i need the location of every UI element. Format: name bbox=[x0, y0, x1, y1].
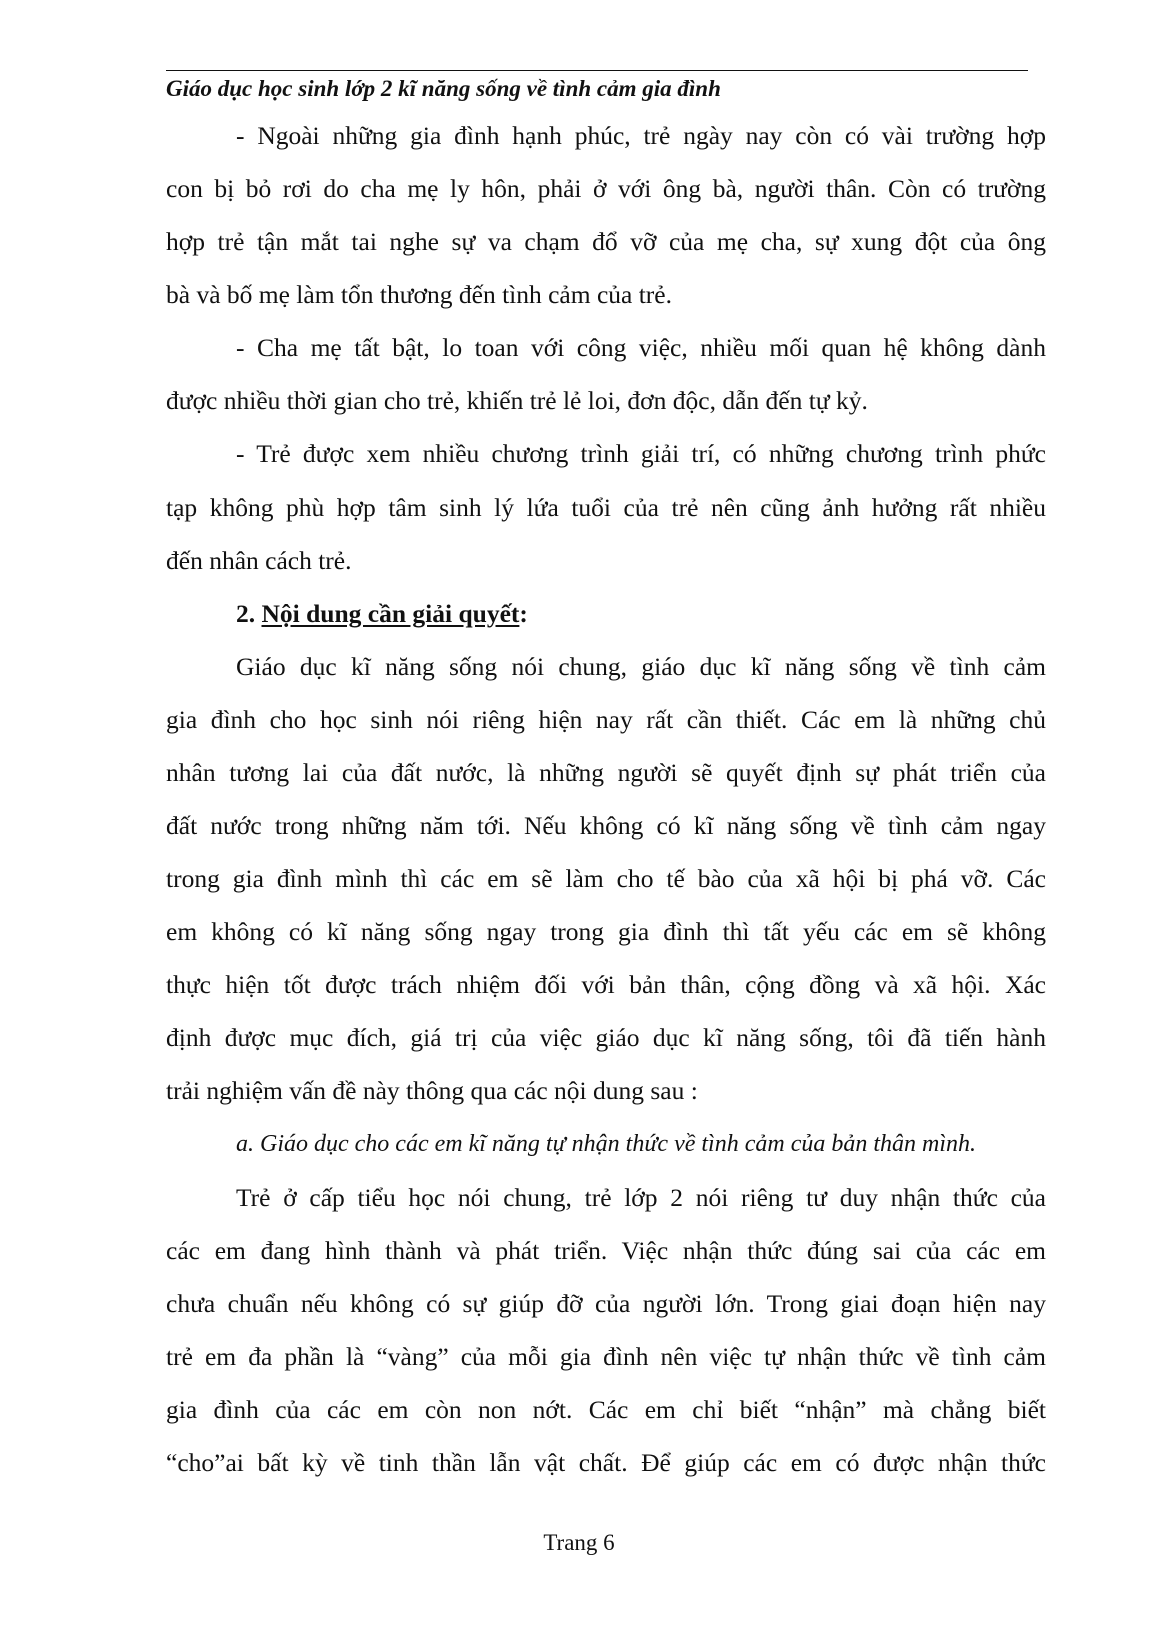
text-line: “cho”ai bất kỳ về tinh thần lẫn vật chất. Để giúp các em có được nhận thức bbox=[166, 1447, 1046, 1477]
text-line: định được mục đích, giá trị của việc giáo dục kĩ năng sống, tôi đã tiến hành bbox=[166, 1023, 1046, 1053]
text-line: nhân tương lai của đất nước, là những người sẽ quyết định sự phát triển của bbox=[166, 757, 1046, 787]
section-colon: : bbox=[519, 598, 528, 628]
text-line: trẻ em đa phần là “vàng” của mỗi gia đình nên việc tự nhận thức về tình cảm bbox=[166, 1341, 1046, 1371]
text-line: chưa chuẩn nếu không có sự giúp đỡ của người lớn. Trong giai đoạn hiện nay bbox=[166, 1288, 1046, 1318]
page-number: Trang 6 bbox=[543, 1530, 615, 1555]
text-line: - Cha mẹ tất bật, lo toan với công việc, nhiều mối quan hệ không dành bbox=[236, 333, 1046, 363]
text-line: bà và bố mẹ làm tổn thương đến tình cảm của trẻ. bbox=[166, 280, 672, 310]
text-line: các em đang hình thành và phát triển. Việc nhận thức đúng sai của các em bbox=[166, 1235, 1046, 1265]
running-header: Giáo dục học sinh lớp 2 kĩ năng sống về tình cảm gia đình bbox=[166, 76, 721, 101]
document-body bbox=[166, 119, 1046, 1499]
section-heading bbox=[166, 597, 1046, 650]
text-line: em không có kĩ năng sống ngay trong gia đình thì tất yếu các em sẽ không bbox=[166, 917, 1046, 947]
text-line: Giáo dục kĩ năng sống nói chung, giáo dục kĩ năng sống về tình cảm bbox=[236, 651, 1046, 681]
text-line: - Trẻ được xem nhiều chương trình giải trí, có những chương trình phức bbox=[236, 439, 1046, 469]
section-number: 2. bbox=[236, 598, 262, 628]
subsection-paragraph bbox=[166, 1181, 1046, 1499]
header-rule bbox=[166, 70, 1028, 71]
text-line: con bị bỏ rơi do cha mẹ ly hôn, phải ở với ông bà, người thân. Còn có trường bbox=[166, 174, 1046, 204]
text-line: hợp trẻ tận mắt tai nghe sự va chạm đổ vỡ của mẹ cha, sự xung đột của ông bbox=[166, 227, 1046, 257]
text-line: trải nghiệm vấn đề này thông qua các nội dung sau : bbox=[166, 1076, 698, 1106]
text-line: đến nhân cách trẻ. bbox=[166, 545, 352, 575]
text-line: thực hiện tốt được trách nhiệm đối với bản thân, cộng đồng và xã hội. Xác bbox=[166, 970, 1046, 1000]
text-line: Trẻ ở cấp tiểu học nói chung, trẻ lớp 2 nói riêng tư duy nhận thức của bbox=[236, 1182, 1046, 1212]
text-line: gia đình cho học sinh nói riêng hiện nay rất cần thiết. Các em là những chủ bbox=[166, 704, 1046, 734]
text-line: - Ngoài những gia đình hạnh phúc, trẻ ngày nay còn có vài trường hợp bbox=[236, 121, 1046, 150]
text-line: gia đình của các em còn non nớt. Các em chỉ biết “nhận” mà chẳng biết bbox=[166, 1394, 1046, 1424]
text-line: trong gia đình mình thì các em sẽ làm cho tế bào của xã hội bị phá vỡ. Các bbox=[166, 864, 1046, 894]
section-paragraph bbox=[166, 650, 1046, 1128]
intro-paragraphs bbox=[166, 119, 1046, 597]
subsection-heading: a. Giáo dục cho các em kĩ năng tự nhận thức về tình cảm của bản thân mình. bbox=[236, 1131, 977, 1158]
section-title: Nội dung cần giải quyết bbox=[261, 598, 520, 628]
text-line: được nhiều thời gian cho trẻ, khiến trẻ lẻ loi, đơn độc, dẫn đến tự kỷ. bbox=[166, 386, 868, 416]
text-line: tạp không phù hợp tâm sinh lý lứa tuổi của trẻ nên cũng ảnh hưởng rất nhiều bbox=[166, 492, 1046, 522]
text-line: đất nước trong những năm tới. Nếu không có kĩ năng sống về tình cảm ngay bbox=[166, 811, 1046, 841]
